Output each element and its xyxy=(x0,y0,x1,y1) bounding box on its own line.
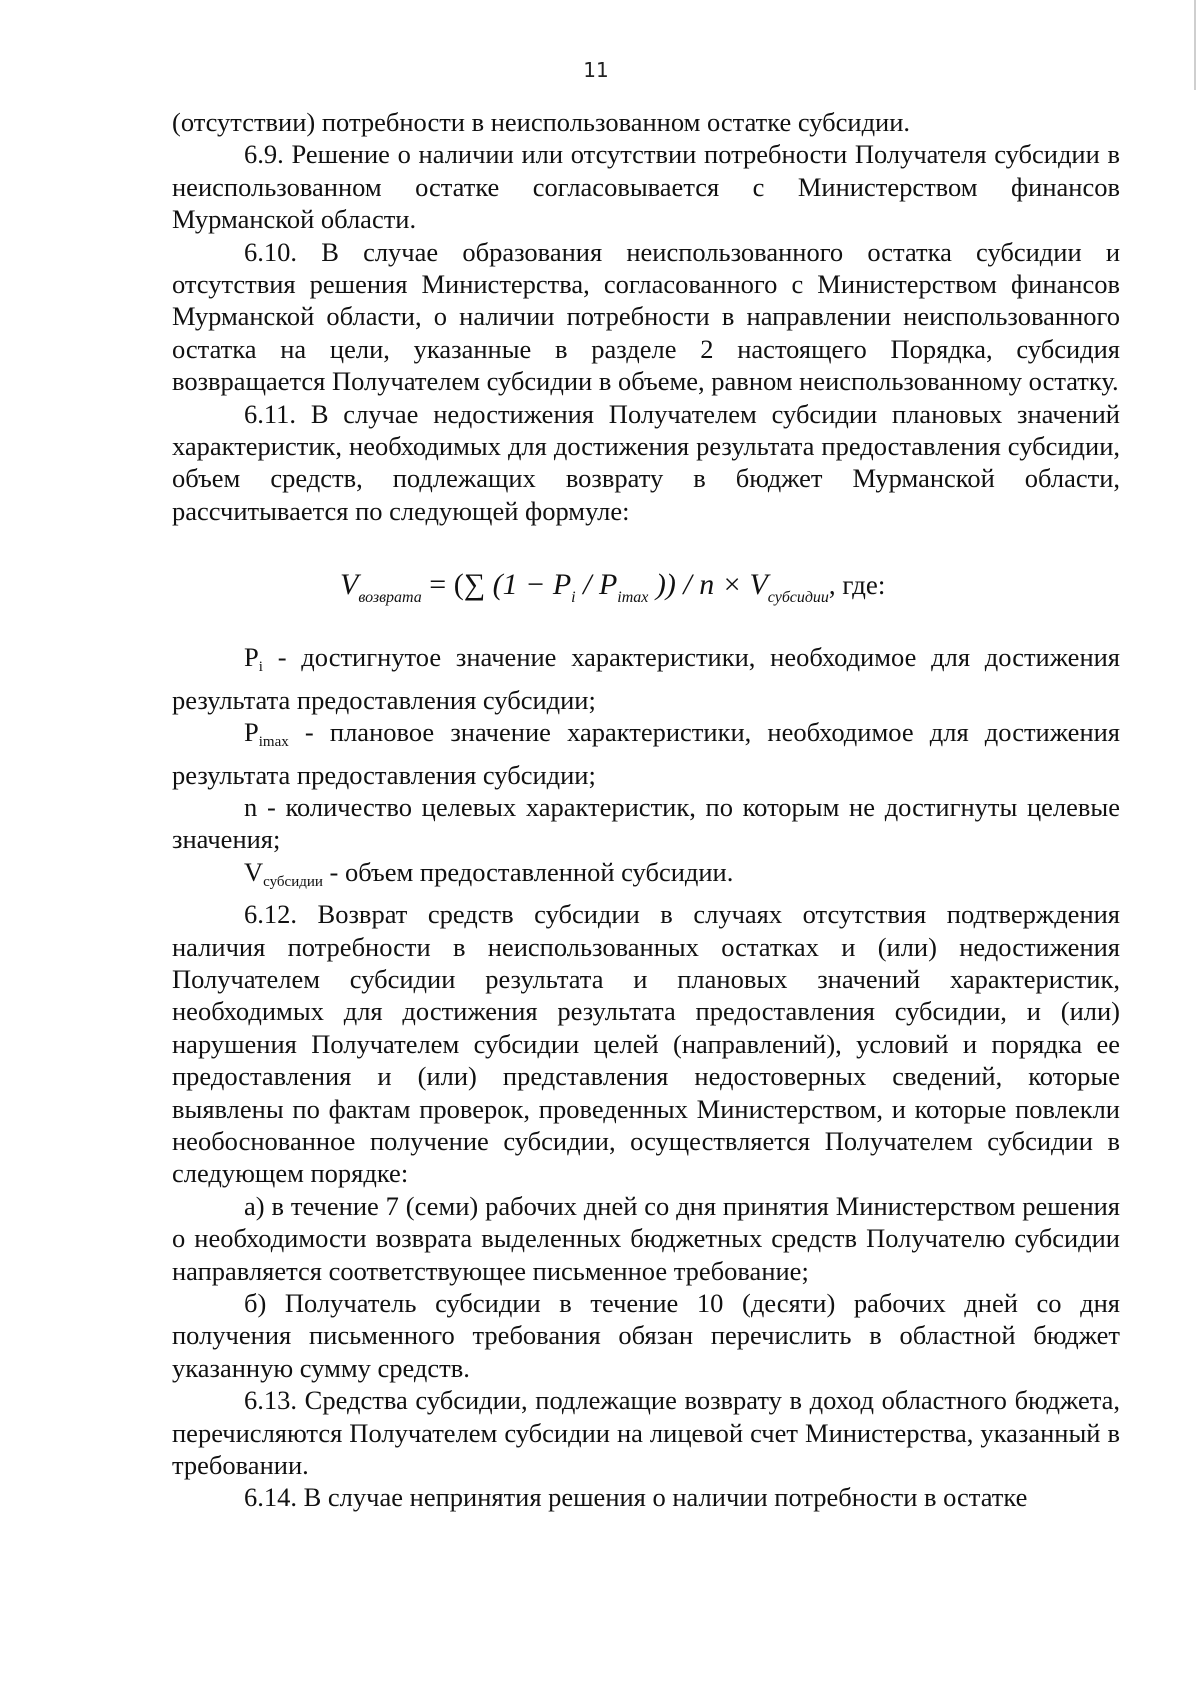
formula-body: (1 − P xyxy=(492,568,572,602)
document-body xyxy=(172,106,1120,1514)
paragraph-6-9: 6.9. Решение о наличии или отсутствии потребности Получателя субсидии в неиспользованном остатке согласовывается с Министерством финансов Мурманской области. xyxy=(172,139,1120,235)
formula-sum-sign: ∑ xyxy=(463,568,486,602)
paragraph-6-14: 6.14. В случае непринятия решения о наличии потребности в остатке xyxy=(244,1482,1028,1513)
paragraph-6-12: 6.12. Возврат средств субсидии в случаях отсутствия подтверждения наличия потребности в неиспользованных остатках и (или) недостижения Получателем субсидии результата и плановых значений характеристик, необходимых для достижения результата предоставления субсидии, и (или) нарушения Получателем субсидии целей (направлений), условий и порядка ее предоставления и (или) представления недостоверных сведений, которые выявлены по фактам проверок, проведенных Министерством, и которые повлекли необоснованное получение субсидии, осуществляется Получателем субсидии в следующем порядке: xyxy=(172,899,1120,1189)
formula-pi-sub: i xyxy=(571,589,576,607)
definition-pi-text: - достигнутое значение характеристики, необходимое для достижения результата предоставления субсидии; xyxy=(172,642,1120,715)
formula-slash: / P xyxy=(575,568,618,602)
definition-n: n - количество целевых характеристик, по которым не достигнуты целевые значения; xyxy=(172,791,1120,855)
formula-lhs: V xyxy=(340,568,359,602)
definition-pimax-sub: imax xyxy=(258,734,289,751)
refund-formula xyxy=(172,555,1120,615)
paragraph-6-13: 6.13. Средства субсидии, подлежащие возврату в доход областного бюджета, перечисляются Получателем субсидии на лицевой счет Министерства, указанный в требовании. xyxy=(172,1385,1120,1481)
paragraph-6-12-b: б) Получатель субсидии в течение 10 (десяти) рабочих дней со дня получения письменного требования обязан перечислить в областной бюджет указанную сумму средств. xyxy=(172,1288,1120,1383)
definition-pi-sub: i xyxy=(258,659,263,676)
formula-eq: = ( xyxy=(429,568,464,602)
definition-pimax xyxy=(172,716,1120,791)
definition-pimax-text: - плановое значение характеристики, необходимое для достижения результата предоставления субсидии; xyxy=(172,717,1120,790)
definition-v-symbol: V xyxy=(244,856,264,887)
paragraph-6-12-a: а) в течение 7 (семи) рабочих дней со дня принятия Министерством решения о необходимости возврата выделенных бюджетных средств Получателю субсидии направляется соответствующее письменное требование; xyxy=(172,1190,1120,1286)
formula-pimax-sub: imax xyxy=(617,589,649,607)
paragraph-6-11: 6.11. В случае недостижения Получателем субсидии плановых значений характеристик, необходимых для достижения результата предоставления субсидии, объем средств, подлежащих возврату в бюджет Мурманской области, рассчитывается по следующей формуле: xyxy=(172,398,1120,526)
formula-lhs-sub: возврата xyxy=(358,589,422,607)
definition-pimax-symbol: P xyxy=(244,717,259,748)
formula-rhs-sub: субсидии xyxy=(767,589,829,607)
definition-pi-symbol: P xyxy=(244,642,259,673)
paragraph-continuation: (отсутствии) потребности в неиспользованном остатке субсидии. xyxy=(172,107,911,137)
definition-pi xyxy=(172,641,1120,716)
page-number: 11 xyxy=(583,58,609,82)
definition-v xyxy=(172,856,1120,898)
definition-v-text: - объем предоставленной субсидии. xyxy=(322,856,734,887)
definition-v-sub: субсидии xyxy=(263,873,323,890)
formula-tail: , где: xyxy=(828,570,886,601)
paragraph-6-10: 6.10. В случае образования неиспользованного остатка субсидии и отсутствия решения Министерства, согласованного с Министерством финансов Мурманской области, о наличии потребности в направлении неиспользованного остатка на цели, указанные в разделе 2 настоящего Порядка, субсидия возвращается Получателем субсидии в объеме, равном неиспользованному остатку. xyxy=(172,236,1120,397)
formula-close: )) / n × V xyxy=(648,568,768,602)
